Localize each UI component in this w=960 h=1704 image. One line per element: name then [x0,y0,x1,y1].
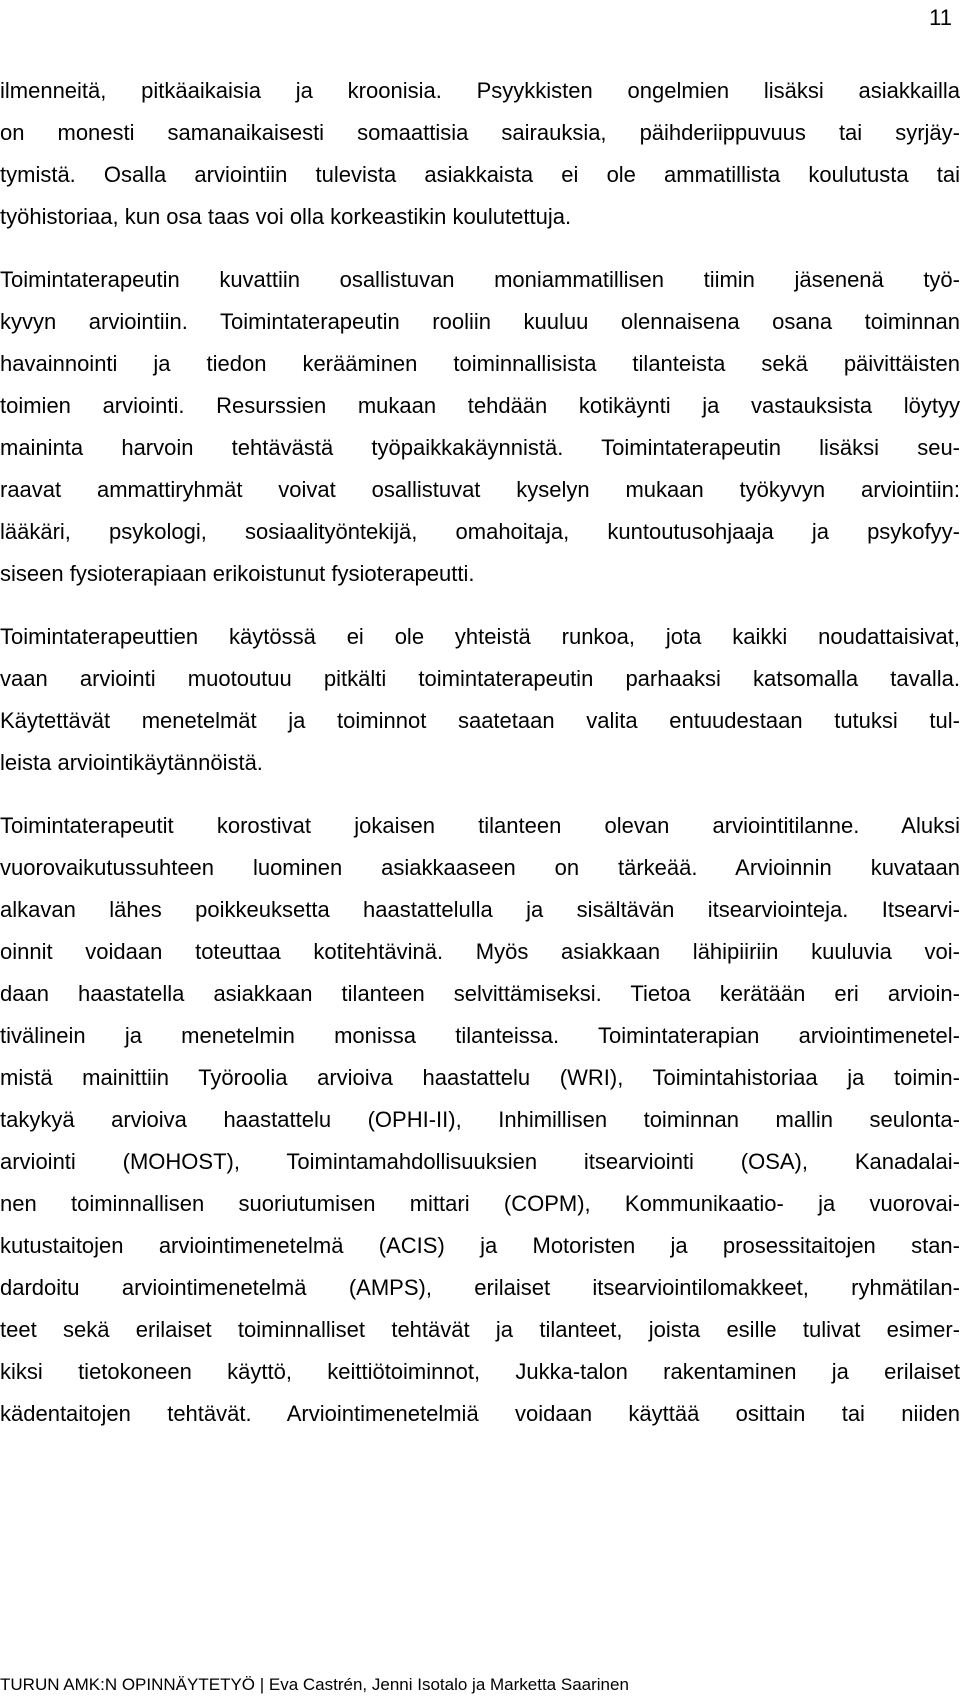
text-line: siseen fysioterapiaan erikoistunut fysioterapeutti. [0,561,475,586]
text-line: tivälinein ja menetelmin monissa tilanteissa. Toimintaterapian arviointimenetel- [0,1023,960,1048]
text-line: Toimintaterapeutin kuvattiin osallistuvan moniammatillisen tiimin jäsenenä työ- [0,267,960,292]
text-line: Toimintaterapeuttien käytössä ei ole yhteistä runkoa, jota kaikki noudattaisivat, [0,624,960,649]
text-line: raavat ammattiryhmät voivat osallistuvat kyselyn mukaan työkyvyn arviointiin: [0,477,960,502]
text-line: mistä mainittiin Työroolia arvioiva haastattelu (WRI), Toimintahistoriaa ja toimin- [0,1065,960,1090]
text-line: on monesti samanaikaisesti somaattisia sairauksia, päihderiippuvuus tai syrjäy- [0,120,960,145]
text-line: Käytettävät menetelmät ja toiminnot saatetaan valita entuudestaan tutuksi tul- [0,708,960,733]
text-line: alkavan lähes poikkeuksetta haastattelulla ja sisältävän itsearviointeja. Itsearvi- [0,897,960,922]
text-line: daan haastatella asiakkaan tilanteen selvittämiseksi. Tietoa kerätään eri arvioin- [0,981,960,1006]
text-line: dardoitu arviointimenetelmä (AMPS), erilaiset itsearviointilomakkeet, ryhmätilan- [0,1275,960,1300]
text-line: takykyä arvioiva haastattelu (OPHI-II), Inhimillisen toiminnan mallin seulonta- [0,1107,960,1132]
text-line: ilmenneitä, pitkäaikaisia ja kroonisia. Psyykkisten ongelmien lisäksi asiakkailla [0,78,960,103]
text-line: tymistä. Osalla arviointiin tulevista asiakkaista ei ole ammatillista koulutusta tai [0,162,960,187]
page-number: 11 [929,5,952,30]
text-line: toimien arviointi. Resurssien mukaan tehdään kotikäynti ja vastauksista löytyy [0,393,960,418]
text-line: kyvyn arviointiin. Toimintaterapeutin rooliin kuuluu olennaisena osana toiminnan [0,309,960,334]
text-line: leista arviointikäytännöistä. [0,750,263,775]
text-line: lääkäri, psykologi, sosiaalityöntekijä, omahoitaja, kuntoutusohjaaja ja psykofyy- [0,519,960,544]
text-line: työhistoriaa, kun osa taas voi olla korkeastikin koulutettuja. [0,204,572,229]
text-line: vuorovaikutussuhteen luominen asiakkaaseen on tärkeää. Arvioinnin kuvataan [0,855,960,880]
text-line: teet sekä erilaiset toiminnalliset tehtävät ja tilanteet, joista esille tulivat esimer- [0,1317,960,1342]
text-line: oinnit voidaan toteuttaa kotitehtävinä. Myös asiakkaan lähipiiriin kuuluvia voi- [0,939,960,964]
text-line: maininta harvoin tehtävästä työpaikkakäynnistä. Toimintaterapeutin lisäksi seu- [0,435,960,460]
text-line: havainnointi ja tiedon kerääminen toiminnallisista tilanteista sekä päivittäisten [0,351,960,376]
text-line: Toimintaterapeutit korostivat jokaisen tilanteen olevan arviointitilanne. Aluksi [0,813,960,838]
page-footer: TURUN AMK:N OPINNÄYTETYÖ | Eva Castrén, Jenni Isotalo ja Marketta Saarinen [0,1675,629,1694]
text-line: kiksi tietokoneen käyttö, keittiötoiminnot, Jukka-talon rakentaminen ja erilaiset [0,1359,960,1384]
text-line: kädentaitojen tehtävät. Arviointimenetelmiä voidaan käyttää osittain tai niiden [0,1401,960,1426]
text-line: vaan arviointi muotoutuu pitkälti toimintaterapeutin parhaaksi katsomalla tavalla. [0,666,960,691]
text-line: arviointi (MOHOST), Toimintamahdollisuuksien itsearviointi (OSA), Kanadalai- [0,1149,960,1174]
text-line: nen toiminnallisen suoriutumisen mittari (COPM), Kommunikaatio- ja vuorovai- [0,1191,960,1216]
text-line: kutustaitojen arviointimenetelmä (ACIS) ja Motoristen ja prosessitaitojen stan- [0,1233,960,1258]
